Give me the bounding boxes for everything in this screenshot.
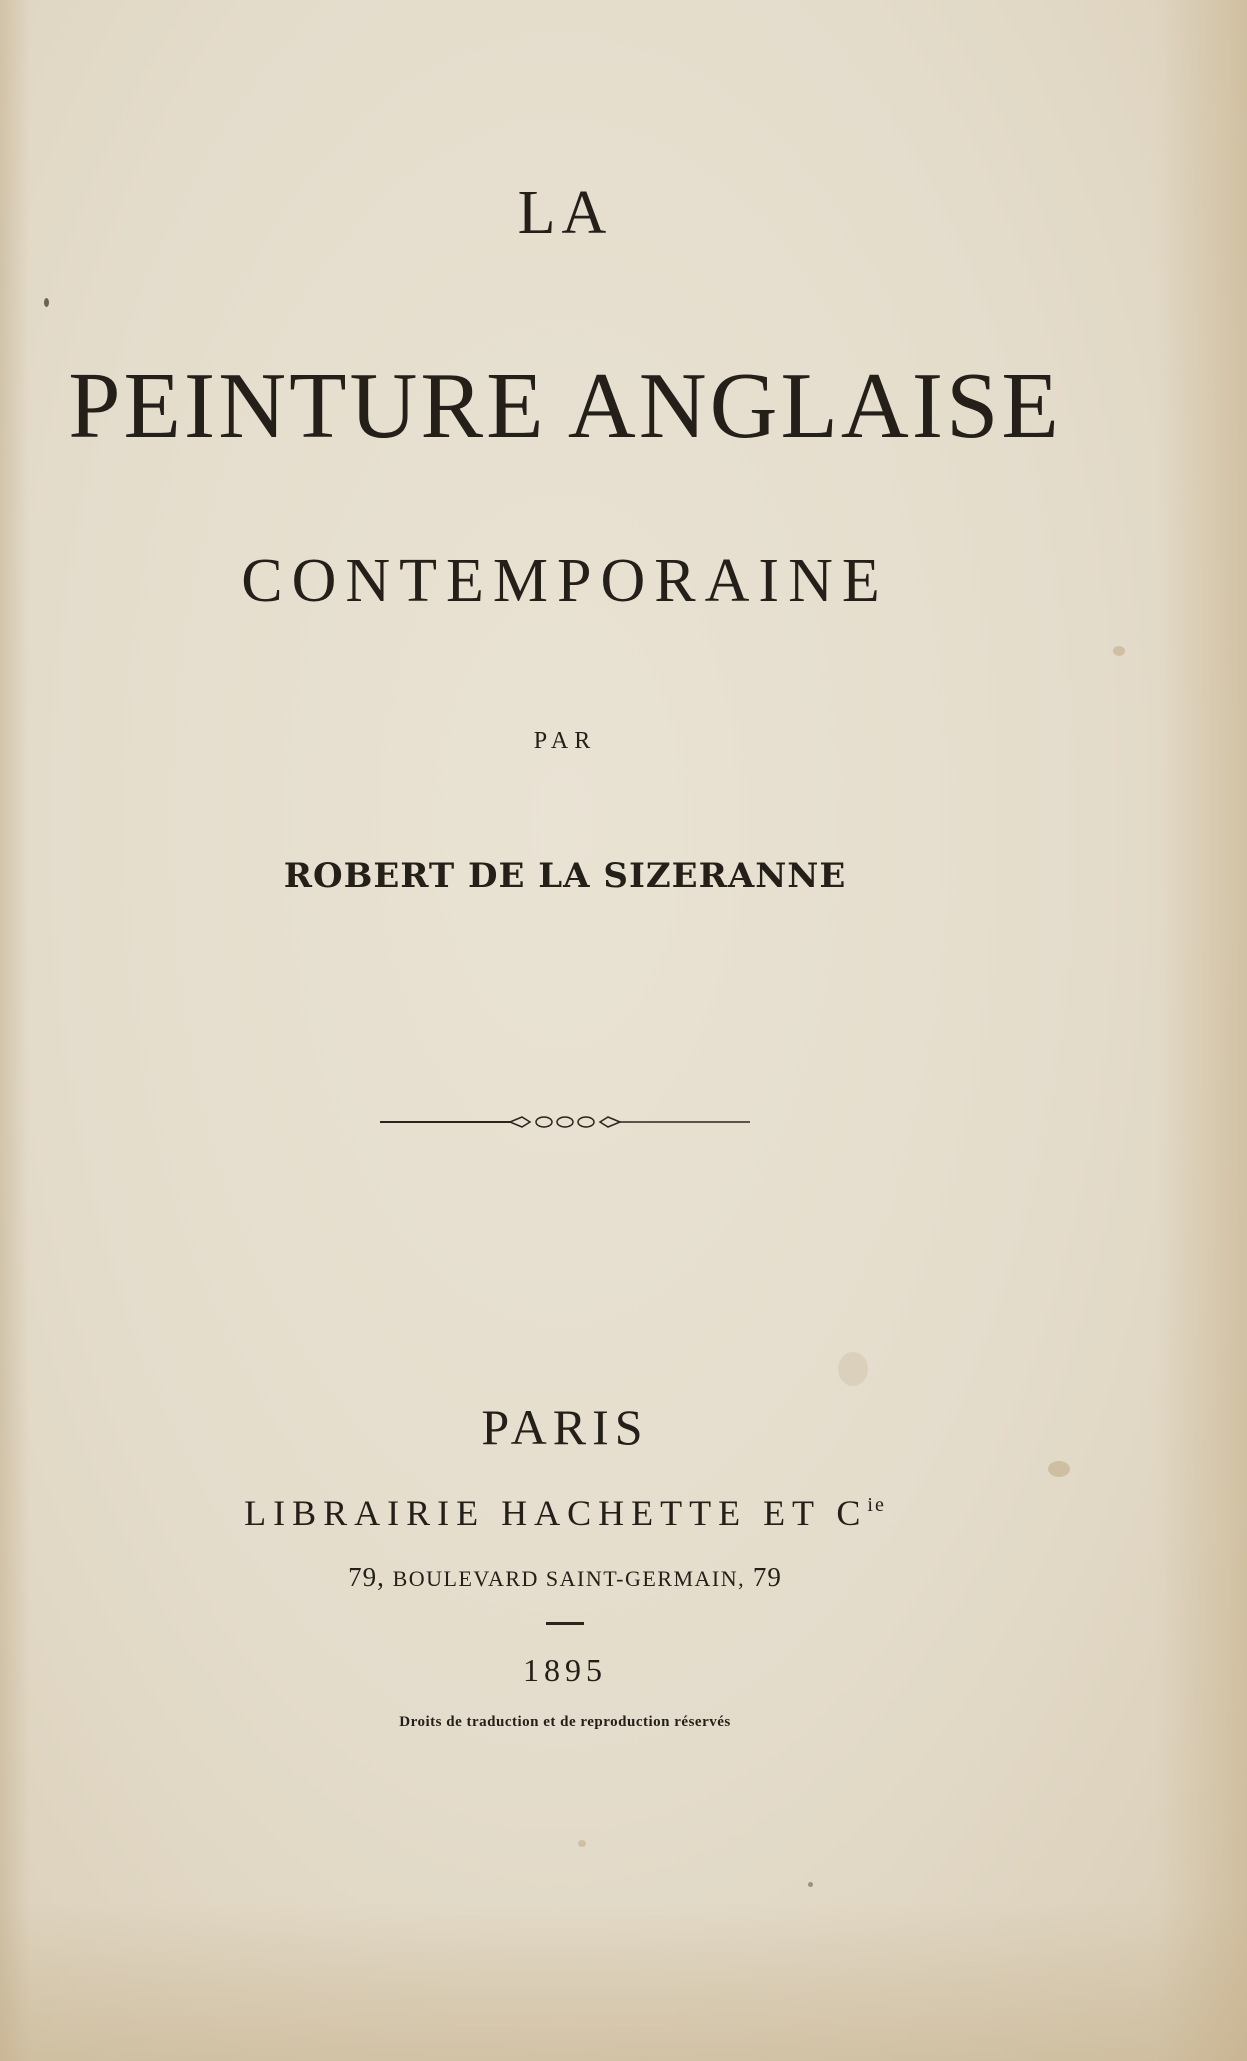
title-line-contemporaine: CONTEMPORAINE [241, 547, 889, 615]
foxing-spot [44, 298, 49, 307]
publisher-suffix: ie [867, 1494, 886, 1516]
foxing-spot [1048, 1461, 1070, 1477]
page-edge-shadow-bottom [0, 1901, 1247, 2061]
page-edge-shadow-left [0, 0, 30, 2061]
title-line-peinture-anglaise: PEINTURE ANGLAISE [68, 354, 1062, 458]
imprint-address [0, 1562, 1130, 1593]
separator-dash [546, 1622, 584, 1625]
rights-notice: Droits de traduction et de reproduction réservés [399, 1714, 731, 1730]
foxing-spot [838, 1352, 868, 1386]
author-name: ROBERT DE LA SIZERANNE [283, 856, 847, 896]
address-street: BOULEVARD SAINT-GERMAIN, [392, 1566, 746, 1591]
foxing-spot [808, 1882, 813, 1887]
address-number-end: 79 [752, 1562, 782, 1592]
foxing-spot [1113, 646, 1125, 656]
imprint-publisher [0, 1492, 1130, 1534]
foxing-spot [578, 1840, 586, 1847]
publisher-name: LIBRAIRIE HACHETTE ET C [244, 1493, 868, 1533]
address-number-start: 79, [348, 1562, 385, 1592]
imprint-city: PARIS [481, 1399, 649, 1455]
ornament-divider-icon [380, 1110, 750, 1134]
imprint-year: 1895 [523, 1652, 607, 1688]
page-edge-shadow-right [1157, 0, 1247, 2061]
title-line-la: LA [517, 179, 613, 247]
by-line: PAR [533, 728, 597, 754]
